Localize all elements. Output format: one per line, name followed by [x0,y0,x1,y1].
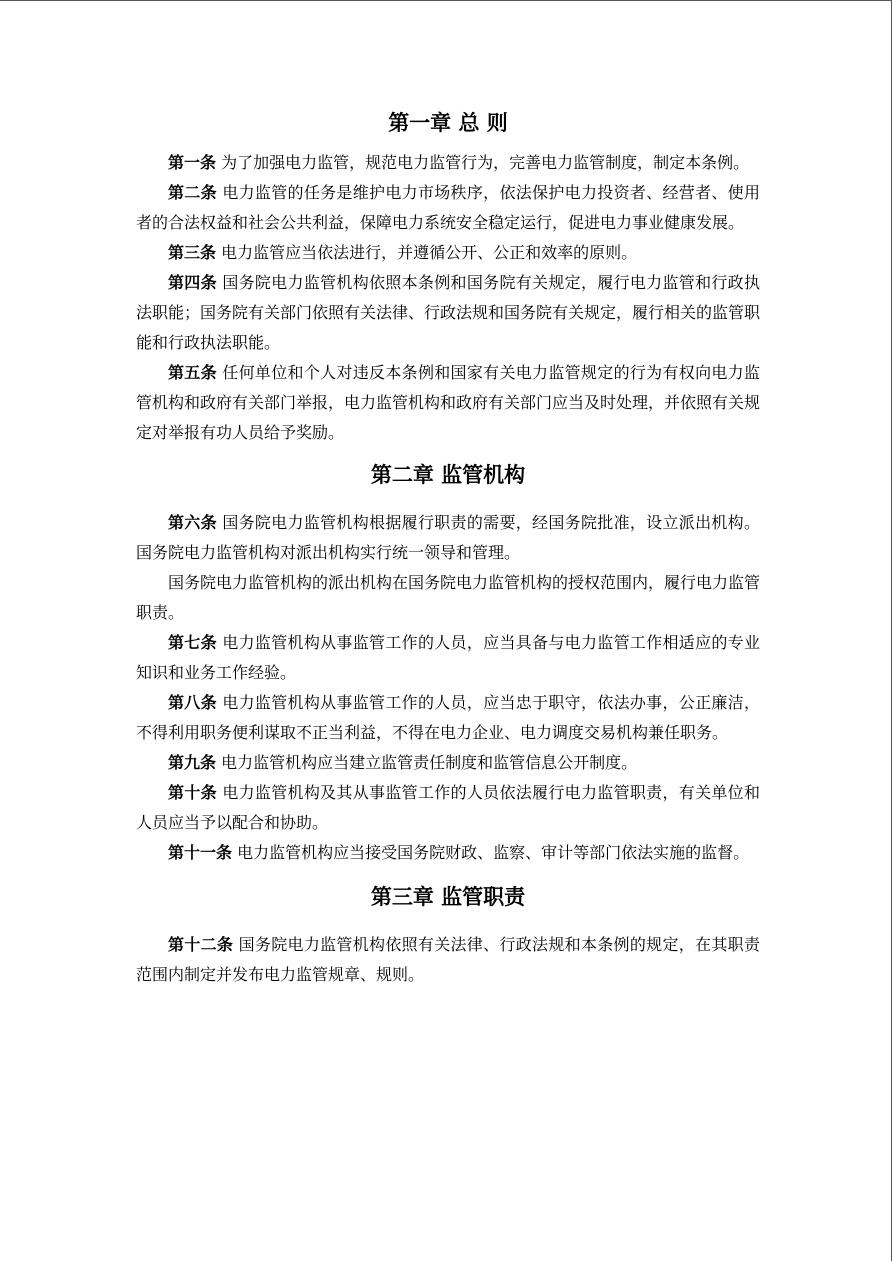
article-paragraph [136,838,760,868]
article-number: 第三条 [168,243,217,262]
article-number: 第二条 [168,183,217,202]
article-number: 第十条 [168,783,217,802]
chapter-title: 第二章 监管机构 [370,462,526,487]
article-paragraph [136,268,760,358]
article-text: 电力监管应当依法进行，并遵循公开、公正和效率的原则。 [221,243,638,262]
article-paragraph [136,628,760,688]
article-number: 第九条 [168,753,217,772]
article-paragraph [136,148,760,178]
article-paragraph [136,748,760,778]
article-paragraph [136,688,760,748]
article-paragraph [136,238,760,268]
article-text: 电力监管的任务是维护电力市场秩序，依法保护电力投资者、经营者、使用者的合法权益和社会公共利益，保障电力系统安全稳定运行，促进电力事业健康发展。 [136,183,760,232]
article-number: 第一条 [168,153,217,172]
article-text: 电力监管机构及其从事监管工作的人员依法履行电力监管职责，有关单位和人员应当予以配合和协助。 [136,783,760,832]
article-number: 第十一条 [168,843,233,862]
chapter-title: 第一章 总 则 [388,110,508,135]
article-paragraph [136,178,760,238]
article-paragraph [136,778,760,838]
chapter-title: 第三章 监管职责 [370,884,526,909]
article-number: 第十二条 [168,935,234,954]
article-number: 第八条 [168,693,217,712]
article-paragraph [136,358,760,448]
article-text: 任何单位和个人对违反本条例和国家有关电力监管规定的行为有权向电力监管机构和政府有关部门举报，电力监管机构和政府有关部门应当及时处理，并依照有关规定对举报有功人员给予奖励。 [136,363,761,442]
article-number: 第七条 [168,633,217,652]
article-paragraph [136,930,760,990]
article-paragraph [136,568,760,628]
article-text: 为了加强电力监管，规范电力监管行为，完善电力监管制度，制定本条例。 [221,153,750,172]
article-text: 电力监管机构从事监管工作的人员，应当忠于职守，依法办事，公正廉洁，不得利用职务便利谋取不正当利益，不得在电力企业、电力调度交易机构兼任职务。 [136,693,760,742]
article-paragraph [136,508,760,568]
article-text: 电力监管机构应当建立监管责任制度和监管信息公开制度。 [221,753,638,772]
article-text: 国务院电力监管机构依照本条例和国务院有关规定，履行电力监管和行政执法职能；国务院有关部门依照有关法律、行政法规和国务院有关规定，履行相关的监管职能和行政执法职能。 [136,273,761,352]
article-number: 第五条 [168,363,217,382]
article-text: 电力监管机构从事监管工作的人员，应当具备与电力监管工作相适应的专业知识和业务工作经验。 [136,633,760,682]
article-text: 国务院电力监管机构依照有关法律、行政法规和本条例的规定，在其职责范围内制定并发布电力监管规章、规则。 [136,935,760,984]
article-text: 电力监管机构应当接受国务院财政、监察、审计等部门依法实施的监督。 [237,843,750,862]
article-text: 国务院电力监管机构根据履行职责的需要，经国务院批准，设立派出机构。国务院电力监管机构对派出机构实行统一领导和管理。 [136,513,760,562]
document-body [136,108,760,990]
article-number: 第四条 [168,273,217,292]
article-text: 国务院电力监管机构的派出机构在国务院电力监管机构的授权范围内，履行电力监管职责。 [136,573,761,622]
article-number: 第六条 [168,513,217,532]
